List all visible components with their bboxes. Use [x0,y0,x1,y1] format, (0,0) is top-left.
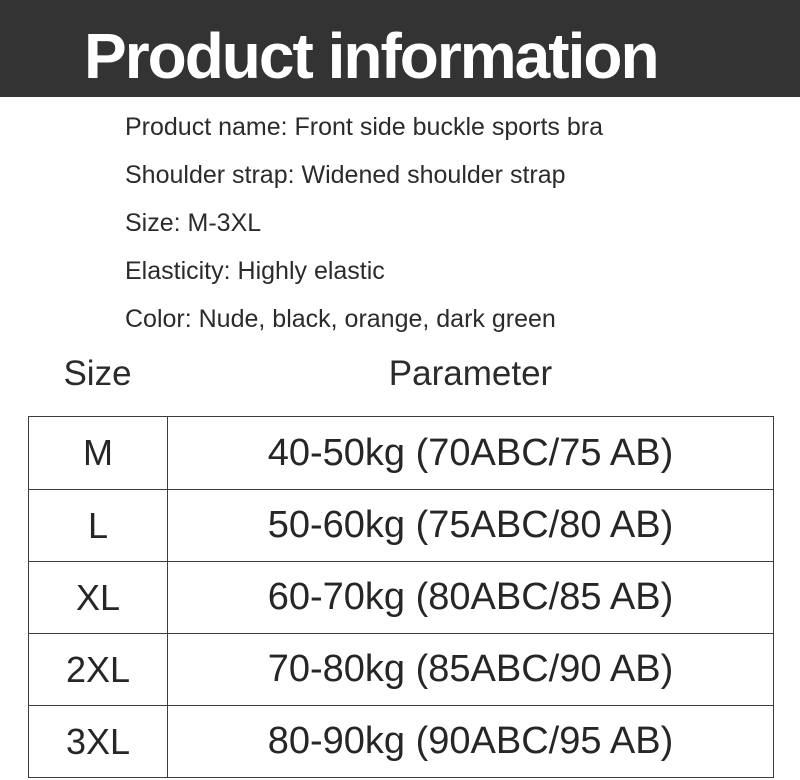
size-cell: 3XL [29,706,168,777]
product-details [125,103,800,343]
detail-color: Color: Nude, black, orange, dark green [125,304,556,333]
column-header-parameter: Parameter [388,354,553,393]
size-cell: XL [29,562,168,633]
detail-product-name: Product name: Front side buckle sports bra [125,112,604,141]
page-title: Product information [84,19,658,92]
parameter-cell: 60-70kg (80ABC/85 AB) [267,576,674,618]
parameter-cell: 50-60kg (75ABC/80 AB) [267,504,674,546]
parameter-cell: 70-80kg (85ABC/90 AB) [267,648,674,690]
table-row [29,489,773,561]
title-banner [0,0,800,97]
size-table-headers [28,352,774,396]
table-row [29,417,773,489]
column-header-size: Size [63,354,132,393]
size-cell: M [29,417,168,489]
table-row [29,561,773,633]
size-cell: 2XL [29,634,168,705]
size-cell: L [29,490,168,561]
detail-elasticity: Elasticity: Highly elastic [125,256,385,285]
detail-shoulder-strap: Shoulder strap: Widened shoulder strap [125,160,566,189]
detail-size-range: Size: M-3XL [125,208,262,237]
size-table [28,416,774,778]
parameter-cell: 40-50kg (70ABC/75 AB) [267,431,674,474]
table-row [29,705,773,777]
parameter-cell: 80-90kg (90ABC/95 AB) [267,720,674,762]
table-row [29,633,773,705]
